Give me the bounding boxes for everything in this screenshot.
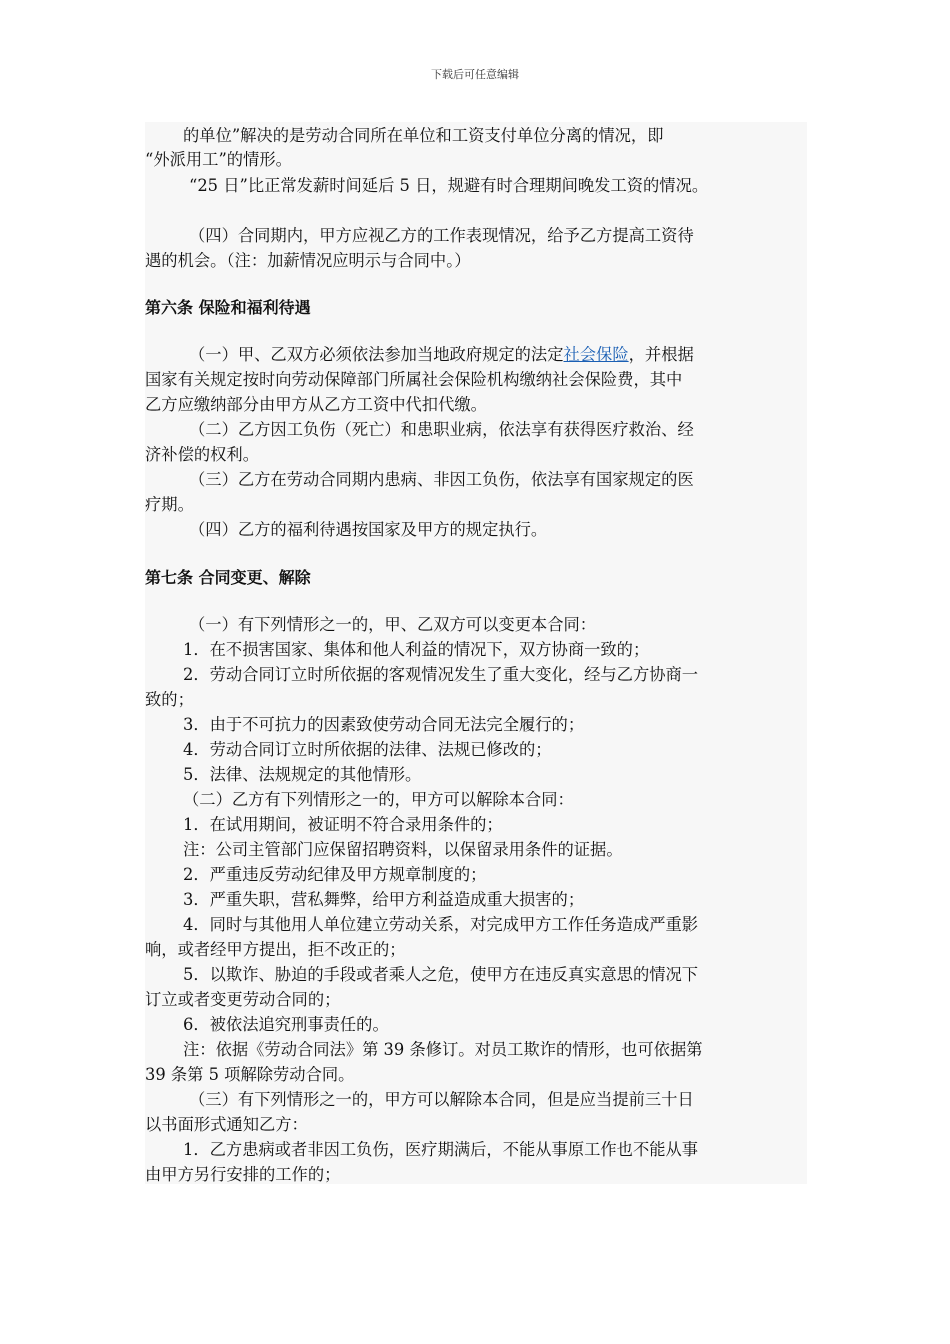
paragraph-line: 1．乙方患病或者非因工负伤，医疗期满后，不能从事原工作也不能从事 <box>183 1140 699 1159</box>
paragraph-line: 济补偿的权利。 <box>145 445 259 464</box>
paragraph-line: “外派用工”的情形。 <box>145 150 292 169</box>
paragraph-line: （三）乙方在劳动合同期内患病、非因工负伤，依法享有国家规定的医 <box>189 470 694 489</box>
paragraph-line: 订立或者变更劳动合同的； <box>145 990 341 1009</box>
paragraph-line: 3．由于不可抗力的因素致使劳动合同无法完全履行的； <box>183 715 585 734</box>
paragraph-line: （四）合同期内，甲方应视乙方的工作表现情况，给予乙方提高工资待 <box>189 226 694 245</box>
paragraph-line: 1．在试用期间，被证明不符合录用条件的； <box>183 815 503 834</box>
paragraph-line: 注：依据《劳动合同法》第 39 条修订。对员工欺诈的情形，也可依据第 <box>183 1040 703 1059</box>
document-body <box>145 122 807 1184</box>
section-6-heading: 第六条 保险和福利待遇 <box>145 298 311 317</box>
paragraph-line <box>189 343 694 367</box>
paragraph-line: 4．劳动合同订立时所依据的法律、法规已修改的； <box>183 740 552 759</box>
paragraph-line: 5．以欺诈、胁迫的手段或者乘人之危，使甲方在违反真实意思的情况下 <box>183 965 699 984</box>
page-header: 下载后可任意编辑 <box>431 68 519 81</box>
paragraph-line: 乙方应缴纳部分由甲方从乙方工资中代扣代缴。 <box>145 395 487 414</box>
paragraph-line: 致的； <box>145 690 194 709</box>
paragraph-line: 39 条第 5 项解除劳动合同。 <box>145 1065 355 1084</box>
text-span: （一）甲、乙双方必须依法参加当地政府规定的法定 <box>189 345 564 364</box>
paragraph-line: （四）乙方的福利待遇按国家及甲方的规定执行。 <box>189 520 548 539</box>
paragraph-line: 响，或者经甲方提出，拒不改正的； <box>145 940 406 959</box>
paragraph-line: 6．被依法追究刑事责任的。 <box>183 1015 389 1034</box>
text-span: ，并根据 <box>628 345 694 364</box>
paragraph-line: “25 日”比正常发薪时间延后 5 日，规避有时合理期间晚发工资的情况。 <box>189 176 709 195</box>
paragraph-line: （二）乙方因工负伤（死亡）和患职业病，依法享有获得医疗救治、经 <box>189 420 694 439</box>
paragraph-line: 2．严重违反劳动纪律及甲方规章制度的； <box>183 865 487 884</box>
paragraph-line: 4．同时与其他用人单位建立劳动关系，对完成甲方工作任务造成严重影 <box>183 915 699 934</box>
paragraph-line: 3．严重失职，营私舞弊，给甲方利益造成重大损害的； <box>183 890 585 909</box>
paragraph-line: 以书面形式通知乙方： <box>145 1115 308 1134</box>
paragraph-line: 疗期。 <box>145 495 194 514</box>
paragraph-line: 注：公司主管部门应保留招聘资料，以保留录用条件的证据。 <box>183 840 623 859</box>
paragraph-line: 2．劳动合同订立时所依据的客观情况发生了重大变化，经与乙方协商一 <box>183 665 699 684</box>
paragraph-line: （三）有下列情形之一的，甲方可以解除本合同，但是应当提前三十日 <box>189 1090 694 1109</box>
social-insurance-link[interactable]: 社会保险 <box>563 345 629 364</box>
paragraph-line: （一）有下列情形之一的，甲、乙双方可以变更本合同： <box>189 615 597 634</box>
paragraph-line: 的单位”解决的是劳动合同所在单位和工资支付单位分离的情况，即 <box>183 126 664 145</box>
paragraph-line: 由甲方另行安排的工作的； <box>145 1165 341 1184</box>
paragraph-line: （二）乙方有下列情形之一的，甲方可以解除本合同： <box>183 790 574 809</box>
paragraph-line: 1．在不损害国家、集体和他人利益的情况下，双方协商一致的； <box>183 640 650 659</box>
paragraph-line: 遇的机会。（注：加薪情况应明示与合同中。） <box>145 251 471 270</box>
paragraph-line: 国家有关规定按时向劳动保障部门所属社会保险机构缴纳社会保险费，其中 <box>145 370 683 389</box>
paragraph-line: 5．法律、法规规定的其他情形。 <box>183 765 422 784</box>
section-7-heading: 第七条 合同变更、解除 <box>145 568 311 587</box>
